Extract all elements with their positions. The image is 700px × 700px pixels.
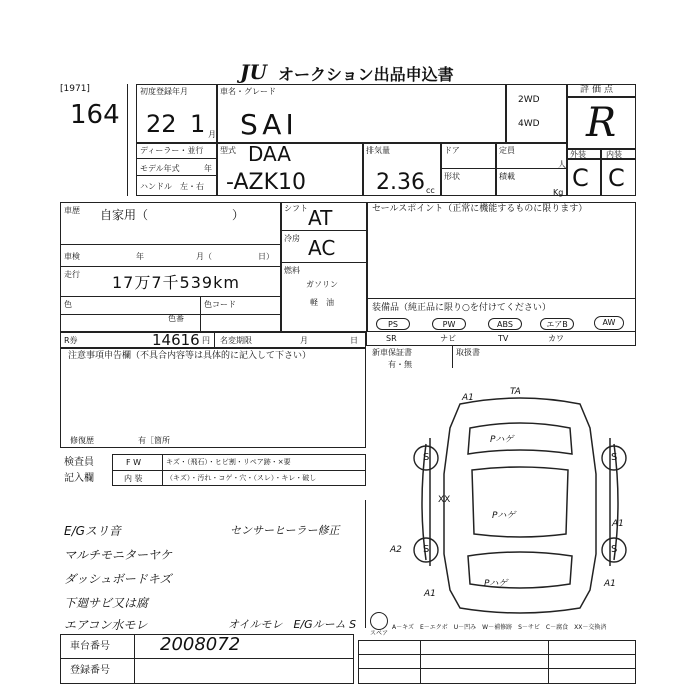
drive-4wd: 4WD — [518, 119, 540, 129]
diag-top-ta: TA — [510, 387, 521, 397]
type-label: 型式 — [220, 146, 236, 155]
capacity-label: 定員 — [499, 146, 515, 155]
reg-label: 登録番号 — [70, 665, 110, 676]
fuel-diesel: 軽 油 — [310, 298, 334, 307]
equip-ps: PS — [376, 318, 410, 330]
mileage-value: 17万7千539km — [112, 273, 240, 292]
hw-note-3: ダッシュボードキズ — [64, 572, 172, 586]
repair-value: 有［箇所 — [138, 436, 170, 445]
carname-label: 車名・グレード — [220, 87, 276, 96]
diag-lower-a1: A1 — [424, 589, 436, 599]
ext-label: 外装 — [570, 150, 586, 159]
first-reg-year: 22 — [146, 110, 177, 138]
inspector-int: 内 装 — [124, 474, 143, 483]
manual-label: 取扱書 — [456, 348, 480, 357]
equip-tv: TV — [498, 334, 509, 343]
load-unit: Kg — [553, 188, 564, 197]
hw-note-1: E/Gスリ音 — [64, 524, 121, 538]
meigi-label: 名変期限 — [220, 336, 252, 345]
meigi-day: 日 — [350, 336, 358, 345]
diag-hood: Pハゲ — [490, 435, 514, 445]
month-unit: 月 — [208, 130, 216, 139]
capacity-unit: 人 — [558, 160, 566, 169]
warranty-options: 有・無 — [388, 360, 412, 369]
handle-label: ハンドル 左・右 — [140, 182, 204, 191]
model-year-label: モデル年式 — [140, 164, 180, 173]
displacement-value: 2.36 — [376, 170, 425, 195]
inspection-year: 年 — [136, 252, 144, 261]
hw-note-2: マルチモニターヤケ — [64, 548, 173, 562]
ac-value: AC — [308, 236, 336, 260]
kind-label: 車歴 — [64, 206, 80, 215]
diag-rear: Pハゲ — [484, 579, 508, 589]
int-label: 内装 — [606, 150, 622, 159]
spare-label: スペア — [370, 630, 389, 637]
equip-sr: SR — [386, 334, 397, 343]
eval-label: 評価点 — [580, 85, 617, 95]
equip-aw: AW — [594, 316, 624, 330]
diag-wheel-fl: S — [423, 452, 430, 463]
spare-tyre-icon — [370, 612, 388, 630]
r-unit: 円 — [202, 336, 210, 345]
diag-wheel-fr: S — [611, 452, 618, 463]
shift-value: AT — [308, 206, 333, 230]
hw-right-1: センサーヒーラー修正 — [230, 524, 340, 537]
door-label: ドア — [444, 146, 460, 155]
shift-label: シフト — [284, 204, 308, 213]
hw-note-5: エアコン水モレ — [64, 618, 148, 632]
hw-right-2: オイルモレ E/Gルーム S — [228, 618, 357, 631]
equip-leather: カワ — [548, 334, 564, 343]
r-label: R券 — [64, 336, 78, 345]
diag-left-xx: XX — [438, 495, 451, 505]
model-year-unit: 年 — [204, 164, 212, 173]
inspector-label-2: 記入欄 — [64, 473, 94, 484]
drive-2wd: 2WD — [518, 95, 540, 105]
fuel-petrol: ガソリン — [306, 280, 338, 289]
diag-left-a2: A2 — [390, 545, 402, 555]
color-no-label: 色番 — [168, 314, 184, 323]
type-value-2: -AZK10 — [226, 170, 306, 195]
carname-value: SAI — [240, 108, 298, 141]
eval-score: R — [586, 100, 617, 146]
kind-value: 自家用（ ） — [100, 208, 245, 222]
diag-right-a1: A1 — [612, 519, 624, 529]
equip-pw: PW — [432, 318, 466, 330]
inspector-label-1: 検査員 — [64, 457, 94, 468]
hw-note-4: 下廻サビ又は腐 — [64, 596, 149, 610]
form-code: [1971] — [60, 84, 90, 94]
inspector-fw: F W — [126, 458, 142, 467]
diag-top-a1: A1 — [462, 393, 474, 403]
chassis-value: 2008072 — [160, 634, 241, 655]
repair-label: 修復歴 — [70, 436, 94, 445]
equipment-label: 装備品（純正品に限り○を付けてください） — [372, 303, 551, 313]
first-reg-month: 1 — [190, 110, 206, 138]
first-reg-label: 初度登録年月 — [140, 87, 188, 96]
color-code-label: 色コード — [204, 300, 236, 309]
equip-abs: ABS — [488, 318, 522, 330]
displacement-label: 排気量 — [366, 146, 390, 155]
displacement-unit: cc — [426, 186, 435, 195]
diag-wheel-rl: S — [423, 544, 430, 555]
chassis-label: 車台番号 — [70, 641, 110, 652]
equip-navi: ナビ — [440, 334, 456, 343]
notes-label: 注意事項申告欄（不具合内容等は具体的に記入して下さい） — [68, 351, 312, 361]
sales-label: セールスポイント（正常に機能するものに限ります） — [372, 204, 588, 214]
inspection-label: 車検 — [64, 252, 80, 261]
load-label: 積載 — [499, 172, 515, 181]
int-grade: C — [608, 164, 625, 192]
r-value: 14616 — [152, 331, 200, 349]
inspection-day: 日） — [258, 252, 274, 261]
legend-text: A－キズ E－エクボ U－凹み W－補修跡 S－サビ C－腐食 XX－交換済 — [392, 624, 607, 631]
shape-label: 形状 — [444, 172, 460, 181]
mileage-label: 走行 — [64, 270, 80, 279]
meigi-month: 月 — [300, 336, 308, 345]
lot-box — [60, 84, 128, 196]
diag-middle: Pハゲ — [492, 511, 516, 521]
notes-box — [60, 348, 366, 448]
inspection-month: 月（ — [196, 252, 212, 261]
header-logo: JU — [240, 60, 267, 84]
inspector-int-items: （キズ）・汚れ・コゲ・穴・（スレ）・キレ・破し — [166, 474, 317, 482]
header-title: オークション出品申込書 — [278, 65, 454, 84]
dealer-label: ディーラー・並行 — [140, 146, 204, 155]
ext-grade: C — [572, 164, 589, 192]
diag-lower-right-a1: A1 — [604, 579, 616, 589]
r-row — [60, 332, 366, 348]
warranty-label: 新車保証書 — [372, 348, 412, 357]
footer-right-box — [358, 640, 636, 684]
diag-wheel-rr: S — [611, 544, 618, 555]
type-value-1: DAA — [248, 142, 291, 166]
equip-airbag: エアB — [540, 318, 574, 330]
color-label: 色 — [64, 300, 72, 309]
ac-label: 冷房 — [284, 234, 300, 243]
inspector-fw-items: キズ・（飛石）・ヒビ割・リペア跡・×要 — [166, 458, 291, 466]
fuel-label: 燃料 — [284, 266, 300, 275]
lot-number: 164 — [70, 100, 120, 130]
